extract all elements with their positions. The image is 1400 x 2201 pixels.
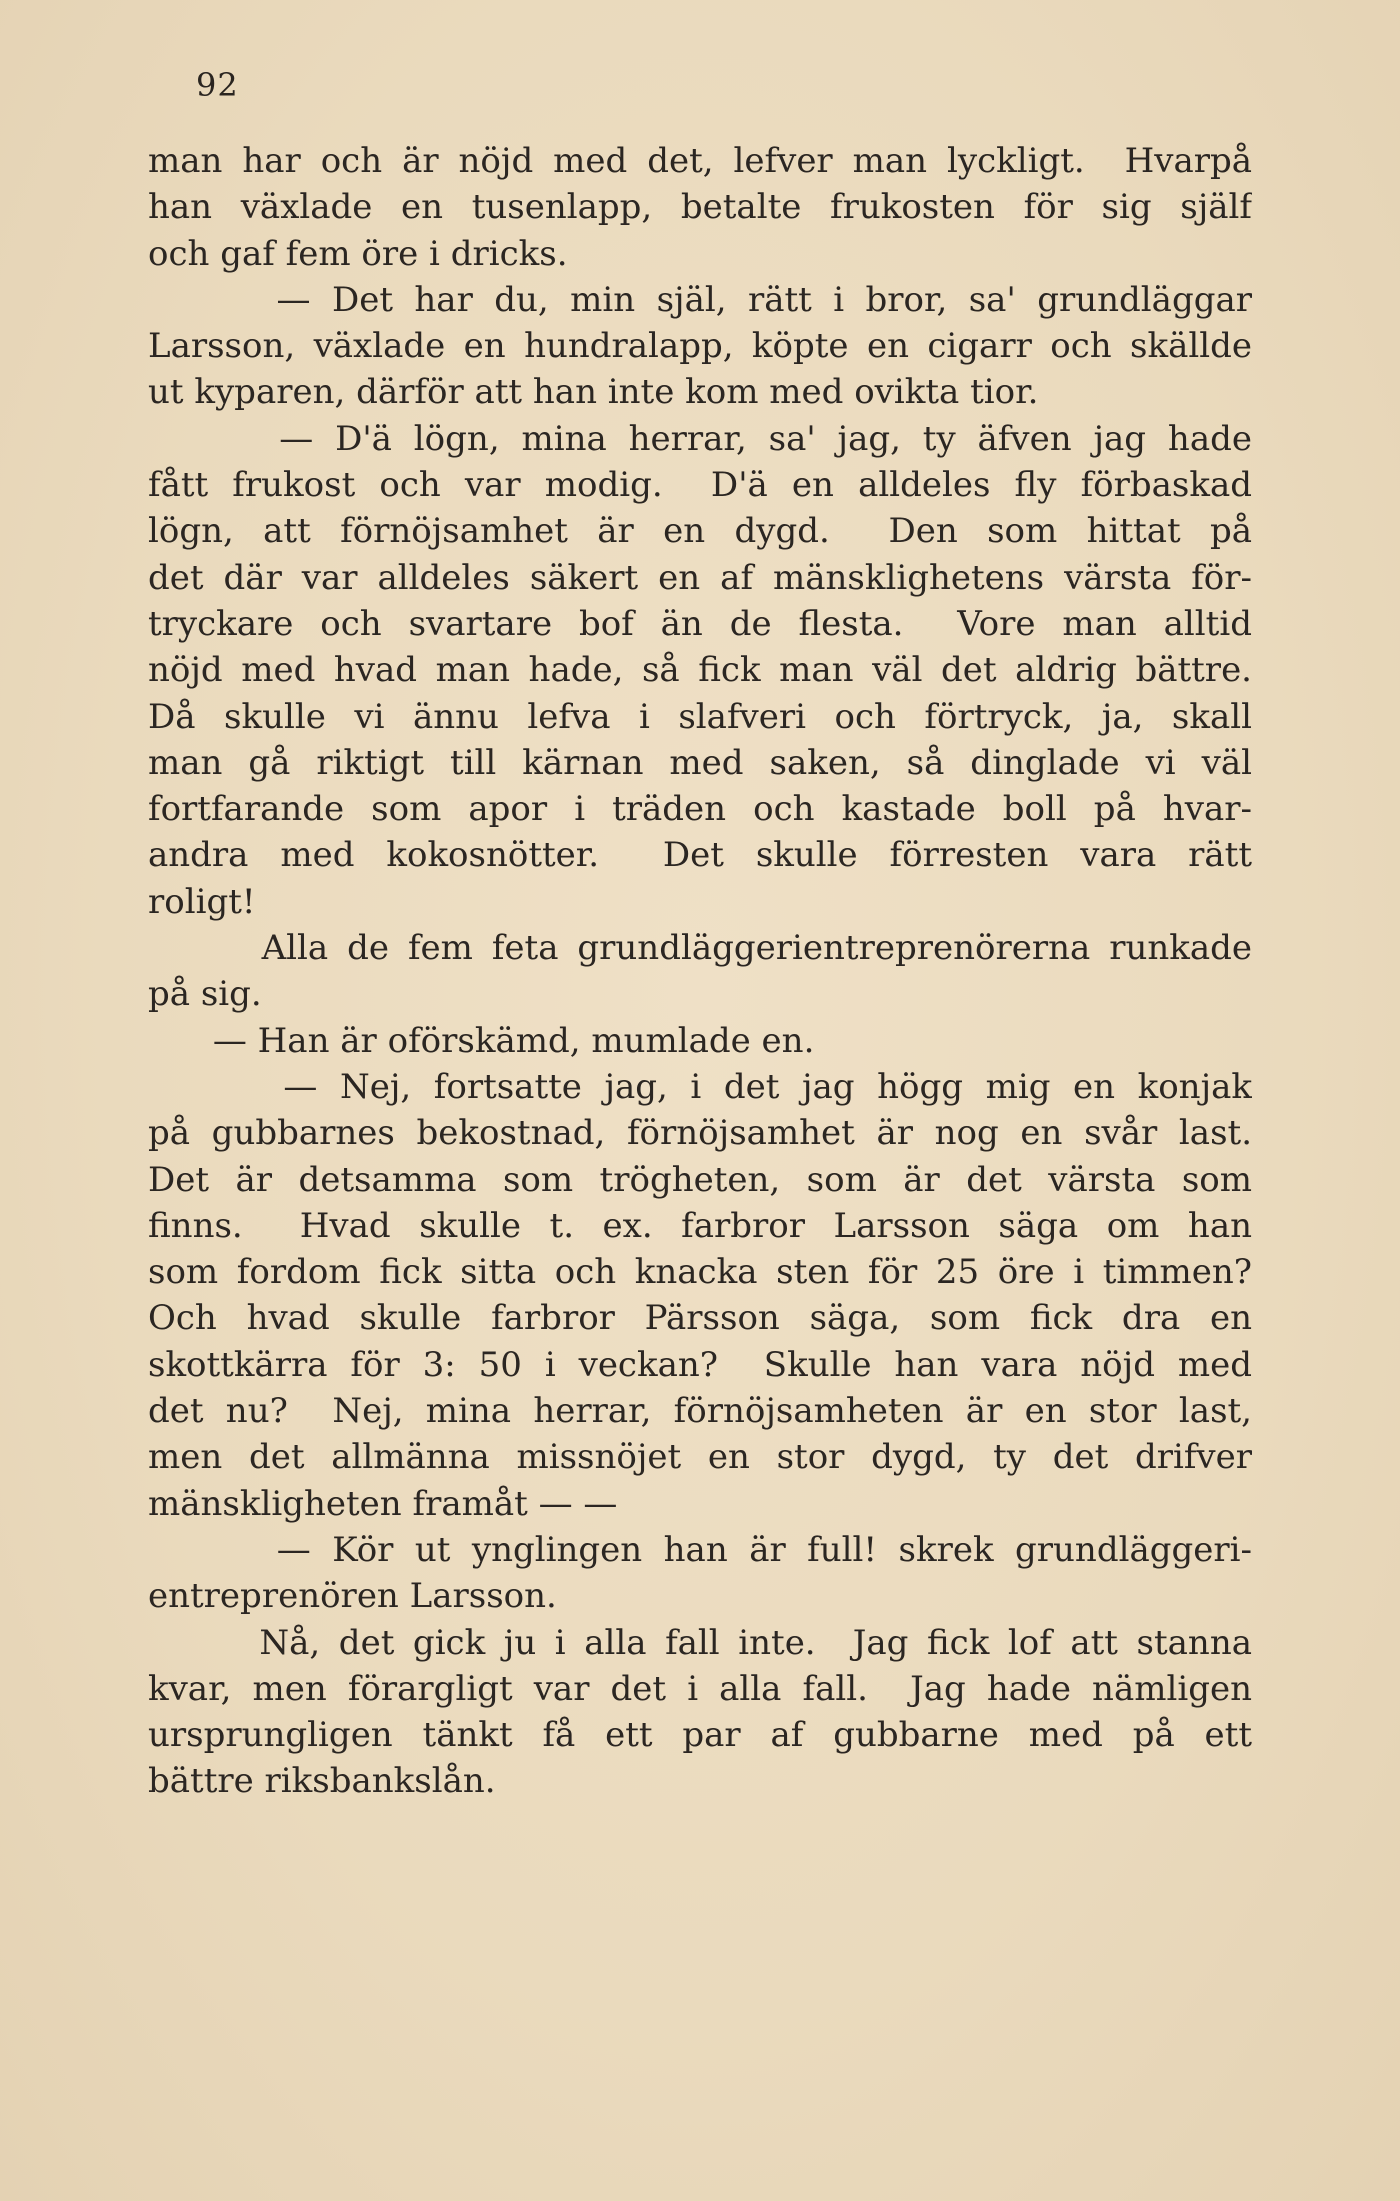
text-line: nöjd med hvad man hade, så fick man väl det aldrig bättre.: [148, 650, 1252, 691]
text-line: som fordom fick sitta och knacka sten för 25 öre i timmen?: [148, 1252, 1252, 1293]
text-line: andra med kokosnötter. Det skulle förresten vara rätt: [148, 835, 1252, 876]
text-line: det där var alldeles säkert en af mänsklighetens värsta för-: [148, 557, 1252, 598]
text-line: — D'ä lögn, mina herrar, sa' jag, ty äfven jag hade: [148, 418, 1252, 459]
text-line: Det är detsamma som trögheten, som är det värsta som: [148, 1159, 1252, 1200]
text-line: Nå, det gick ju i alla fall inte. Jag fick lof att stanna: [148, 1622, 1252, 1663]
text-line: roligt!: [148, 881, 256, 922]
text-line: lögn, att förnöjsamhet är en dygd. Den som hittat på: [148, 511, 1252, 552]
text-line: — Det har du, min själ, rätt i bror, sa' grundläggar: [148, 279, 1252, 320]
text-line: ut kyparen, därför att han inte kom med ovikta tior.: [148, 372, 1039, 413]
text-line: finns. Hvad skulle t. ex. farbror Larsson säga om han: [148, 1205, 1252, 1246]
text-line: bättre riksbankslån.: [148, 1761, 496, 1802]
text-line: det nu? Nej, mina herrar, förnöjsamheten är en stor last,: [148, 1391, 1252, 1432]
text-line: tryckare och svartare bof än de flesta. Vore man alltid: [148, 603, 1252, 644]
page-number: 92: [196, 66, 239, 104]
text-line: Alla de fem feta grundläggerientreprenörerna runkade: [148, 928, 1252, 969]
body-text: [148, 138, 1252, 1805]
text-line: — Han är oförskämd, mumlade en.: [148, 1020, 815, 1061]
text-line: men det allmänna missnöjet en stor dygd, ty det drifver: [148, 1437, 1252, 1478]
text-line: Och hvad skulle farbror Pärsson säga, som fick dra en: [148, 1298, 1252, 1339]
text-line: — Kör ut ynglingen han är full! skrek grundläggeri-: [148, 1529, 1252, 1570]
text-line: fortfarande som apor i träden och kastade boll på hvar-: [148, 789, 1252, 830]
text-line: man gå riktigt till kärnan med saken, så dinglade vi väl: [148, 742, 1252, 783]
text-line: mänskligheten framåt — —: [148, 1483, 618, 1524]
text-line: — Nej, fortsatte jag, i det jag högg mig en konjak: [148, 1066, 1252, 1107]
text-line: på gubbarnes bekostnad, förnöjsamhet är nog en svår last.: [148, 1113, 1252, 1154]
text-line: Larsson, växlade en hundralapp, köpte en cigarr och skällde: [148, 326, 1252, 367]
text-line: på sig.: [148, 974, 262, 1015]
text-line: han växlade en tusenlapp, betalte frukosten för sig själf: [148, 187, 1252, 228]
text-line: och gaf fem öre i dricks.: [148, 233, 568, 274]
text-line: fått frukost och var modig. D'ä en alldeles fly förbaskad: [148, 465, 1252, 506]
text-line: kvar, men förargligt var det i alla fall. Jag hade nämligen: [148, 1668, 1252, 1709]
text-line: ursprungligen tänkt få ett par af gubbarne med på ett: [148, 1715, 1252, 1756]
text-line: Då skulle vi ännu lefva i slafveri och förtryck, ja, skall: [148, 696, 1252, 737]
text-line: entreprenören Larsson.: [148, 1576, 557, 1617]
text-line: man har och är nöjd med det, lefver man lyckligt. Hvarpå: [148, 141, 1252, 181]
text-line: skottkärra för 3: 50 i veckan? Skulle han vara nöjd med: [148, 1344, 1252, 1385]
